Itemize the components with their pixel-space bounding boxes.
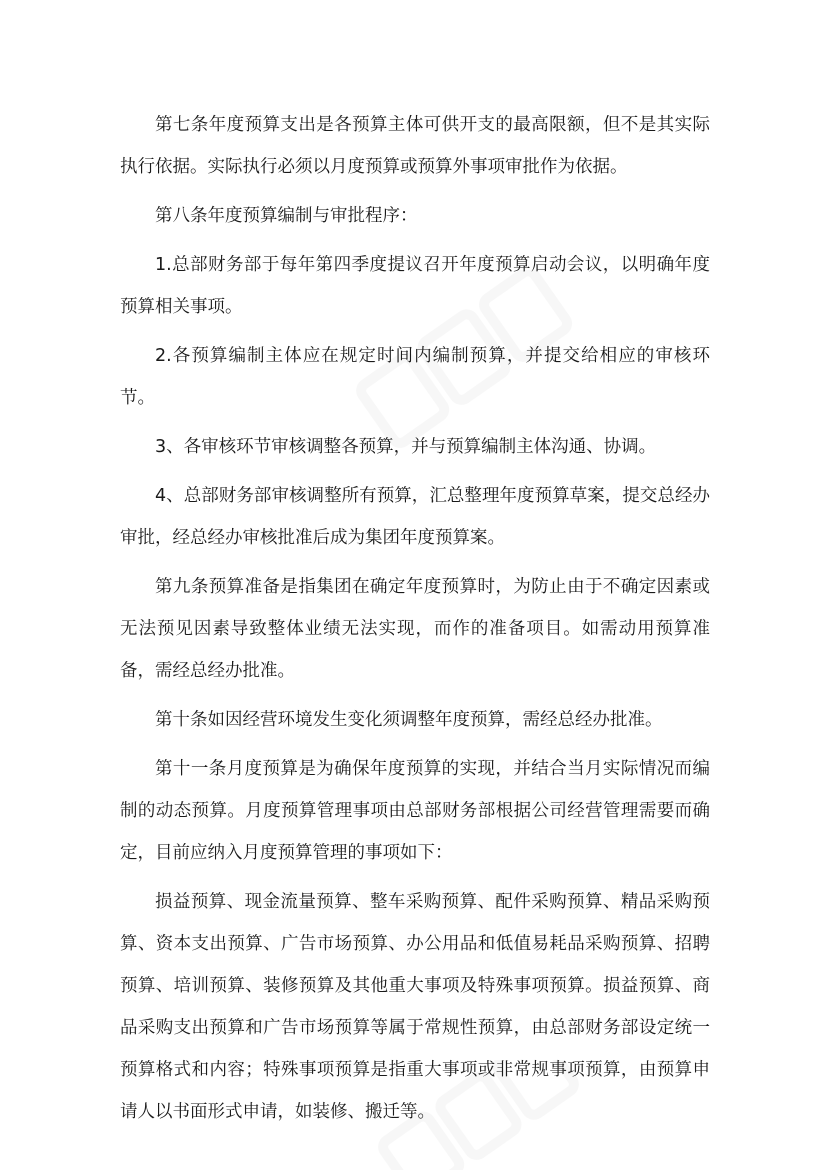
paragraph-article-10: 第十条如因经营环境发生变化须调整年度预算，需经总经办批准。 [155, 710, 663, 730]
document-body [120, 104, 710, 1133]
paragraph-budget-items: 损益预算、现金流量预算、整车采购预算、配件采购预算、精品采购预算、资本支出预算、广告市场预算、办公用品和低值易耗品采购预算、招聘预算、培训预算、装修预算及其他重大事项及特殊事项预算。损益预算、商品采购支出预算和广告市场预算等属于常规性预算，由总部财务部设定统一预算格式和内容；特殊事项预算是指重大事项或非常规事项预算，由预算申请人以书面形式申请，如装修、搬迁等。 [120, 892, 710, 1122]
paragraph-item-1: 1.总部财务部于每年第四季度提议召开年度预算启动会议，以明确年度预算相关事项。 [120, 255, 710, 317]
paragraph-article-9: 第九条预算准备是指集团在确定年度预算时，为防止由于不确定因素或无法预见因素导致整体业绩无法实现，而作的准备项目。如需动用预算准备，需经总经办批准。 [120, 577, 710, 681]
paragraph-item-2: 2.各预算编制主体应在规定时间内编制预算，并提交给相应的审核环节。 [120, 346, 710, 408]
paragraph-article-11: 第十一条月度预算是为确保年度预算的实现，并结合当月实际情况而编制的动态预算。月度预算管理事项由总部财务部根据公司经营管理需要而确定，目前应纳入月度预算管理的事项如下： [120, 759, 710, 863]
paragraph-item-3: 3、各审核环节审核调整各预算，并与预算编制主体沟通、协调。 [155, 437, 657, 457]
paragraph-article-7: 第七条年度预算支出是各预算主体可供开支的最高限额，但不是其实际执行依据。实际执行必须以月度预算或预算外事项审批作为依据。 [120, 115, 710, 177]
paragraph-article-8: 第八条年度预算编制与审批程序： [155, 206, 418, 226]
paragraph-item-4: 4、总部财务部审核调整所有预算，汇总整理年度预算草案，提交总经办审批，经总经办审核批准后成为集团年度预算案。 [120, 486, 710, 548]
